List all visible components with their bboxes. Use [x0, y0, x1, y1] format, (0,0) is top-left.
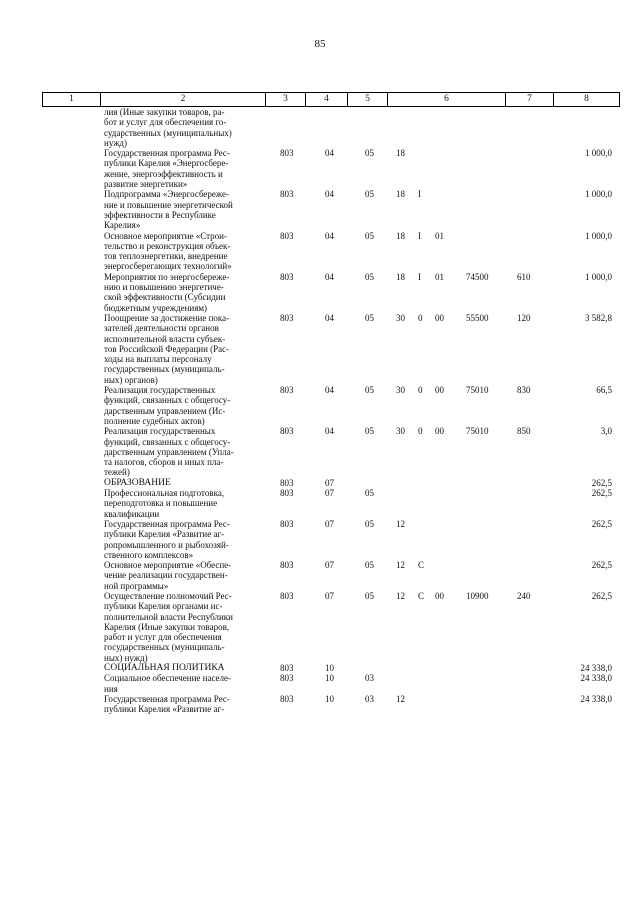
cell-code-ministry: 803 [280, 590, 294, 601]
cell-code-ministry: 803 [280, 426, 294, 437]
table-row [0, 385, 640, 426]
cell-code-program: 18 [396, 230, 405, 241]
cell-code-subprogram: I [418, 271, 421, 282]
header-col-8: 8 [553, 93, 620, 106]
cell-description: Социальное обеспечение населе- ния [104, 673, 232, 694]
cell-code-event: 01 [435, 271, 444, 282]
cell-code-subsection: 05 [365, 560, 374, 571]
table-row [0, 426, 640, 478]
cell-amount: 262,5 [591, 488, 612, 499]
cell-code-section: 04 [325, 312, 334, 323]
cell-code-expense-type: 240 [517, 590, 531, 601]
cell-code-subsection: 05 [365, 271, 374, 282]
cell-code-ministry: 803 [280, 477, 294, 488]
cell-code-subprogram: С [418, 590, 425, 601]
cell-amount: 262,5 [591, 477, 612, 488]
header-col-4: 4 [305, 93, 347, 106]
cell-code-expense-type: 830 [517, 385, 531, 396]
cell-code-subsection: 03 [365, 673, 374, 684]
cell-code-subsection: 05 [365, 385, 374, 396]
cell-description: СОЦИАЛЬНАЯ ПОЛИТИКА [104, 663, 225, 674]
cell-code-program: 12 [396, 590, 405, 601]
cell-amount: 24 338,0 [580, 673, 612, 684]
cell-code-program: 18 [396, 189, 405, 200]
cell-description: Реализация государственных функций, связанных с общегосу- дарственным управлением (Упла- та налогов, сборов и иных пла- тежей) [104, 426, 234, 478]
cell-code-program: 12 [396, 518, 405, 529]
table-row [0, 107, 640, 148]
cell-description: ОБРАЗОВАНИЕ [104, 477, 171, 488]
table-row [0, 663, 640, 673]
table-row [0, 272, 640, 313]
cell-code-section: 10 [325, 693, 334, 704]
cell-code-event: 01 [435, 230, 444, 241]
cell-code-ministry: 803 [280, 488, 294, 499]
cell-code-program: 30 [396, 312, 405, 323]
cell-code-section: 04 [325, 426, 334, 437]
cell-code-subprogram: I [418, 189, 421, 200]
cell-code-section: 07 [325, 518, 334, 529]
page-number: 85 [314, 38, 326, 50]
cell-code-expense-type: 610 [517, 271, 531, 282]
cell-description: Основное мероприятие «Строи- тельство и реконструкция объек- тов теплоэнергетики, внедрение энергосберегающих технологий» [104, 230, 232, 272]
cell-code-subsection: 05 [365, 488, 374, 499]
cell-code-direction: 10900 [466, 590, 489, 601]
cell-code-section: 04 [325, 148, 334, 159]
cell-code-event: 00 [435, 426, 444, 437]
cell-code-ministry: 803 [280, 271, 294, 282]
header-col-5: 5 [347, 93, 387, 106]
cell-code-event: 00 [435, 590, 444, 601]
cell-code-ministry: 803 [280, 518, 294, 529]
table-row [0, 148, 640, 189]
cell-code-program: 12 [396, 560, 405, 571]
cell-code-subsection: 05 [365, 230, 374, 241]
cell-amount: 1 000,0 [585, 271, 612, 282]
cell-amount: 1 000,0 [585, 189, 612, 200]
header-col-3: 3 [265, 93, 305, 106]
cell-code-program: 30 [396, 385, 405, 396]
cell-code-direction: 75010 [466, 385, 489, 396]
header-col-6: 6 [387, 93, 505, 106]
cell-code-section: 04 [325, 385, 334, 396]
cell-code-ministry: 803 [280, 230, 294, 241]
cell-amount: 262,5 [591, 560, 612, 571]
cell-amount: 1 000,0 [585, 230, 612, 241]
cell-code-subsection: 05 [365, 312, 374, 323]
cell-code-ministry: 803 [280, 560, 294, 571]
table-header [42, 92, 620, 107]
cell-code-subsection: 05 [365, 426, 374, 437]
cell-code-ministry: 803 [280, 189, 294, 200]
cell-code-event: 00 [435, 312, 444, 323]
header-col-2: 2 [100, 93, 265, 106]
table-row [0, 488, 640, 519]
cell-code-subsection: 05 [365, 590, 374, 601]
cell-code-subsection: 03 [365, 693, 374, 704]
cell-code-direction: 55500 [466, 312, 489, 323]
cell-code-section: 04 [325, 271, 334, 282]
cell-code-ministry: 803 [280, 673, 294, 684]
cell-code-expense-type: 120 [517, 312, 531, 323]
cell-amount: 66,5 [596, 385, 612, 396]
cell-code-subprogram: С [418, 560, 425, 571]
cell-code-subsection: 05 [365, 189, 374, 200]
table-row [0, 694, 640, 715]
cell-amount: 24 338,0 [580, 693, 612, 704]
cell-code-section: 07 [325, 477, 334, 488]
table-row [0, 560, 640, 591]
table-body [0, 107, 640, 715]
cell-code-section: 04 [325, 189, 334, 200]
cell-code-subsection: 05 [365, 148, 374, 159]
cell-amount: 3 582,8 [585, 312, 612, 323]
table-row [0, 189, 640, 230]
cell-description: Осуществление полномочий Рес- публики Карелия органами ис- полнительной власти Республики Карелия (Иные закупки товаров, работ и услуг для обеспечения государственных (муниципаль- ных) нужд) [104, 590, 233, 663]
cell-code-event: 00 [435, 385, 444, 396]
cell-code-direction: 75010 [466, 426, 489, 437]
cell-code-subsection: 05 [365, 518, 374, 529]
cell-amount: 3,0 [600, 426, 612, 437]
cell-amount: 1 000,0 [585, 148, 612, 159]
table-row [0, 591, 640, 663]
cell-code-section: 07 [325, 590, 334, 601]
cell-code-section: 04 [325, 230, 334, 241]
table-row [0, 231, 640, 272]
cell-code-subprogram: 0 [418, 426, 423, 437]
cell-code-section: 10 [325, 663, 334, 674]
cell-description: Подпрограмма «Энергосбереже- ние и повышение энергетической эффективности в Республике Карелия» [104, 189, 233, 231]
cell-description: Государственная программа Рес- публики Карелия «Развитие аг- [104, 693, 230, 715]
cell-description: лия (Иные закупки товаров, ра- бот и услуг для обеспечения го- сударственных (муниципальных) нужд) [104, 107, 232, 148]
cell-description: Реализация государственных функций, связанных с общегосу- дарственным управлением (Ис- полнение судебных актов) [104, 385, 231, 426]
cell-code-ministry: 803 [280, 148, 294, 159]
table-row [0, 478, 640, 488]
cell-description: Государственная программа Рес- публики Карелия «Развитие аг- ропромышленного и рыбохозяй- ственного комплексов» [104, 518, 230, 560]
cell-code-subprogram: 0 [418, 312, 423, 323]
cell-amount: 262,5 [591, 590, 612, 601]
cell-code-subprogram: I [418, 230, 421, 241]
cell-code-expense-type: 850 [517, 426, 531, 437]
table-row [0, 673, 640, 694]
cell-code-ministry: 803 [280, 385, 294, 396]
cell-description: Основное мероприятие «Обеспе- чение реализации государствен- ной программы» [104, 560, 232, 591]
cell-code-section: 07 [325, 560, 334, 571]
table-row [0, 313, 640, 385]
cell-code-direction: 74500 [466, 271, 489, 282]
cell-code-section: 10 [325, 673, 334, 684]
cell-description: Поощрение за достижение пока- зателей деятельности органов исполнительной власти субъек- тов Российской Федерации (Рас- ходы на выплаты персоналу государственных (муниципаль- ных) органов) [104, 312, 230, 385]
header-col-1: 1 [42, 93, 100, 106]
cell-amount: 262,5 [591, 518, 612, 529]
cell-code-subprogram: 0 [418, 385, 423, 396]
cell-description: Профессиональная подготовка, переподготовка и повышение квалификации [104, 488, 225, 519]
cell-code-program: 12 [396, 693, 405, 704]
cell-description: Государственная программа Рес- публики Карелия «Энергосбере- жение, энергоэффективность и развитие энергетики» [104, 148, 230, 190]
cell-code-program: 18 [396, 271, 405, 282]
cell-code-ministry: 803 [280, 693, 294, 704]
cell-description: Мероприятия по энергосбереже- нию и повышению энергетиче- ской эффективности (Субсидии бюджетным учреждениям) [104, 271, 230, 313]
cell-code-ministry: 803 [280, 663, 294, 674]
cell-code-program: 18 [396, 148, 405, 159]
table-row [0, 519, 640, 560]
header-col-7: 7 [505, 93, 553, 106]
cell-code-ministry: 803 [280, 312, 294, 323]
cell-code-section: 07 [325, 488, 334, 499]
cell-code-program: 30 [396, 426, 405, 437]
cell-amount: 24 338,0 [580, 663, 612, 674]
